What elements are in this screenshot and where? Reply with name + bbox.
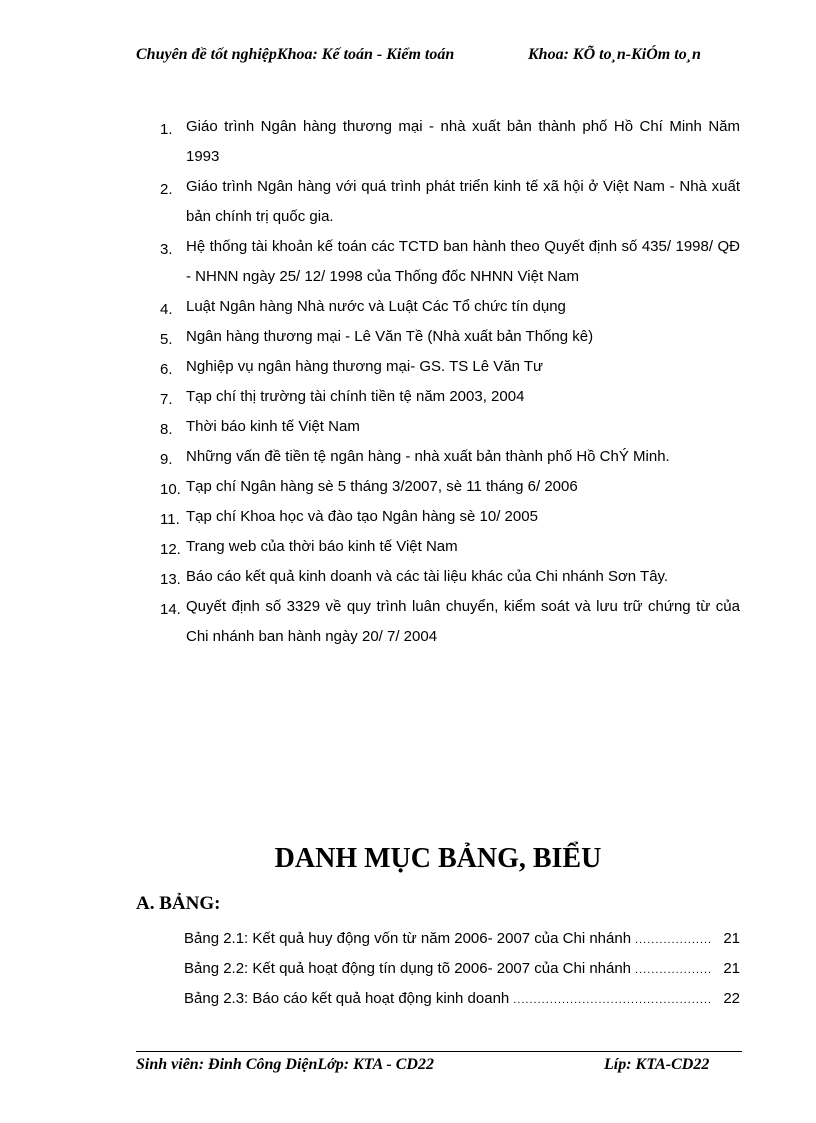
reference-item: [160, 442, 740, 472]
footer-left-text: Sinh viên: Đinh Công DiệnLớp: KTA - CD22: [136, 1056, 434, 1073]
reference-item: [160, 412, 740, 442]
reference-text: Trang web của thời báo kinh tế Việt Nam: [186, 538, 458, 555]
reference-item: [160, 172, 740, 232]
reference-number: 6.: [160, 361, 173, 378]
reference-number: 14.: [160, 601, 181, 618]
toc-page-number: 22: [723, 990, 740, 1007]
reference-number: 10.: [160, 481, 181, 498]
reference-text: Nghiệp vụ ngân hàng thương mại- GS. TS Lê Văn Tư: [186, 358, 544, 375]
toc-page-number: 21: [723, 960, 740, 977]
reference-number: 8.: [160, 421, 173, 438]
toc-entry[interactable]: [184, 984, 740, 1014]
reference-item: [160, 112, 740, 172]
reference-item: [160, 592, 740, 652]
reference-item: [160, 292, 740, 322]
reference-text: Giáo trình Ngân hàng với quá trình phát triển kinh tế xã hội ở Việt Nam - Nhà xuất bản chính trị quốc gia.: [186, 178, 740, 225]
reference-text: Hệ thống tài khoản kế toán các TCTD ban hành theo Quyết định số 435/ 1998/ QĐ - NHNN ngày 25/ 12/ 1998 của Thống đốc NHNN Việt Nam: [186, 238, 740, 285]
reference-text: Tạp chí Ngân hàng sè 5 tháng 3/2007, sè 11 tháng 6/ 2006: [186, 478, 578, 495]
toc-entry-label: Bảng 2.3: Báo cáo kết quả hoạt động kinh doanh: [184, 990, 510, 1007]
reference-text: Báo cáo kết quả kinh doanh và các tài liệu khác của Chi nhánh Sơn Tây.: [186, 568, 669, 585]
toc-leader-dots: [635, 925, 712, 955]
reference-number: 1.: [160, 121, 173, 138]
reference-number: 5.: [160, 331, 173, 348]
reference-text: Thời báo kinh tế Việt Nam: [186, 418, 360, 435]
reference-text: Luật Ngân hàng Nhà nước và Luật Các Tổ chức tín dụng: [186, 298, 566, 315]
reference-number: 3.: [160, 241, 173, 258]
toc-entry-label: Bảng 2.1: Kết quả huy động vốn từ năm 2006- 2007 của Chi nhánh: [184, 930, 632, 947]
reference-item: [160, 232, 740, 292]
reference-text: Ngân hàng thương mại - Lê Văn Tề (Nhà xuất bản Thống kê): [186, 328, 594, 345]
reference-item: [160, 532, 740, 562]
footer-right-text: Líp: KTA-CD22: [604, 1056, 710, 1073]
reference-number: 13.: [160, 571, 181, 588]
reference-item: [160, 562, 740, 592]
reference-number: 11.: [160, 511, 180, 528]
toc-entry[interactable]: [184, 954, 740, 984]
reference-text: Những vấn đề tiền tệ ngân hàng - nhà xuất bản thành phố Hồ ChÝ Minh.: [186, 448, 670, 465]
toc-entry[interactable]: [184, 924, 740, 954]
reference-number: 7.: [160, 391, 173, 408]
header-left-text: Chuyên đề tốt nghiệpKhoa: Kế toán - Kiểm toán: [136, 46, 455, 63]
reference-item: [160, 472, 740, 502]
reference-item: [160, 382, 740, 412]
toc-entry-label: Bảng 2.2: Kết quả hoạt động tín dụng tõ 2006- 2007 của Chi nhánh: [184, 960, 632, 977]
table-of-tables: [184, 924, 740, 1014]
reference-number: 2.: [160, 181, 173, 198]
reference-text: Tạp chí Khoa học và đào tạo Ngân hàng sè 10/ 2005: [186, 508, 538, 525]
toc-page-number: 21: [723, 930, 740, 947]
reference-list: [160, 112, 740, 652]
reference-text: Tạp chí thị trường tài chính tiền tệ năm 2003, 2004: [186, 388, 525, 405]
page-footer: [136, 1056, 736, 1080]
page-header: [136, 46, 736, 72]
section-heading: A. BẢNG:: [136, 893, 221, 914]
reference-text: Quyết định số 3329 về quy trình luân chuyển, kiểm soát và lưu trữ chứng từ của Chi nhánh ban hành ngày 20/ 7/ 2004: [186, 598, 740, 645]
footer-divider: [136, 1051, 742, 1052]
toc-leader-dots: [513, 985, 712, 1015]
reference-item: [160, 502, 740, 532]
reference-text: Giáo trình Ngân hàng thương mại - nhà xuất bản thành phố Hồ Chí Minh Năm 1993: [186, 118, 740, 165]
reference-item: [160, 352, 740, 382]
header-right-text: Khoa: KÕ to¸n-KiÓm to¸n: [528, 46, 701, 63]
toc-leader-dots: [635, 955, 712, 985]
reference-item: [160, 322, 740, 352]
reference-number: 12.: [160, 541, 181, 558]
list-title: DANH MỤC BẢNG, BIỂU: [274, 843, 602, 874]
reference-number: 9.: [160, 451, 173, 468]
reference-number: 4.: [160, 301, 173, 318]
